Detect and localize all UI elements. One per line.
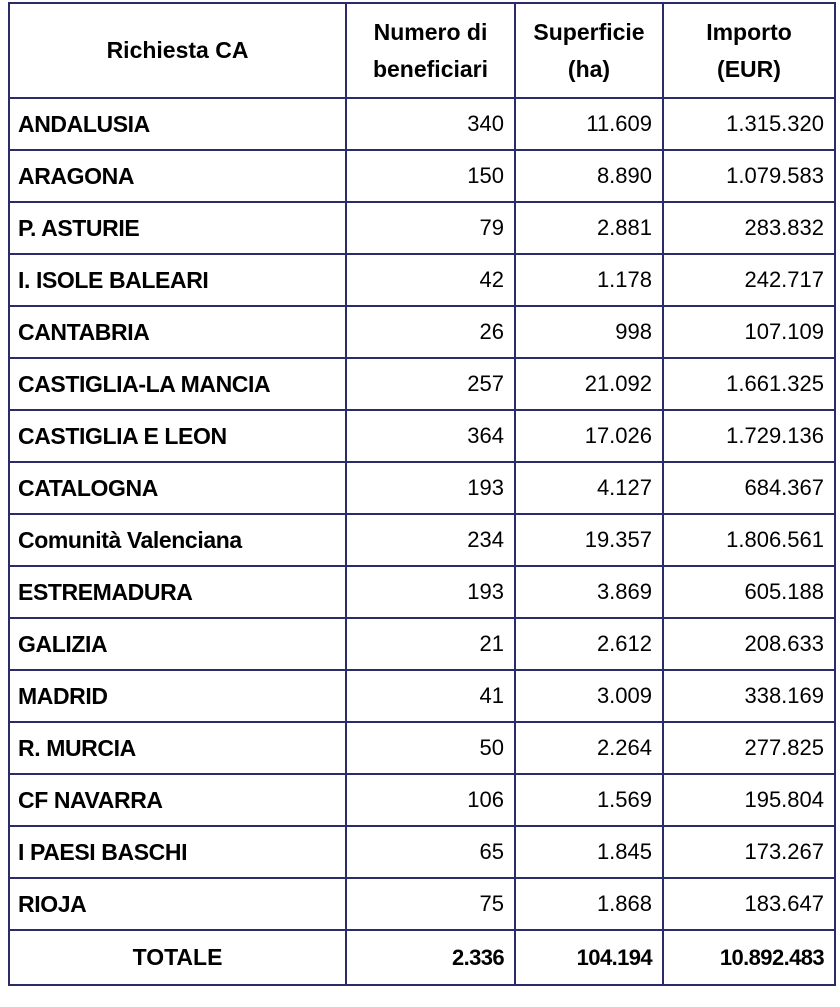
region-cell: ESTREMADURA <box>9 566 346 618</box>
table-row <box>9 826 835 878</box>
region-cell: GALIZIA <box>9 618 346 670</box>
total-label: TOTALE <box>9 930 346 985</box>
importo-cell: 283.832 <box>663 202 835 254</box>
table-body <box>9 98 835 930</box>
beneficiari-cell: 41 <box>346 670 515 722</box>
beneficiari-cell: 257 <box>346 358 515 410</box>
region-cell: R. MURCIA <box>9 722 346 774</box>
importo-cell: 1.315.320 <box>663 98 835 150</box>
region-cell: ANDALUSIA <box>9 98 346 150</box>
header-importo <box>663 3 835 98</box>
importo-cell: 242.717 <box>663 254 835 306</box>
region-cell: CASTIGLIA-LA MANCIA <box>9 358 346 410</box>
table-row <box>9 358 835 410</box>
beneficiari-cell: 79 <box>346 202 515 254</box>
region-cell: P. ASTURIE <box>9 202 346 254</box>
beneficiari-cell: 65 <box>346 826 515 878</box>
table-row <box>9 202 835 254</box>
beneficiari-cell: 150 <box>346 150 515 202</box>
header-line: (EUR) <box>717 55 781 82</box>
beneficiaries-table <box>8 2 836 986</box>
table-row <box>9 670 835 722</box>
importo-cell: 1.079.583 <box>663 150 835 202</box>
header-line: Numero di <box>373 18 488 45</box>
beneficiari-cell: 364 <box>346 410 515 462</box>
total-row <box>9 930 835 985</box>
region-cell: CANTABRIA <box>9 306 346 358</box>
table-row <box>9 722 835 774</box>
header-row <box>9 3 835 98</box>
superficie-cell: 17.026 <box>515 410 663 462</box>
importo-cell: 173.267 <box>663 826 835 878</box>
region-cell: Comunità Valenciana <box>9 514 346 566</box>
superficie-cell: 1.845 <box>515 826 663 878</box>
importo-cell: 195.804 <box>663 774 835 826</box>
table-row <box>9 410 835 462</box>
region-cell: RIOJA <box>9 878 346 930</box>
total-superficie: 104.194 <box>515 930 663 985</box>
importo-cell: 1.729.136 <box>663 410 835 462</box>
header-numero-beneficiari <box>346 3 515 98</box>
superficie-cell: 11.609 <box>515 98 663 150</box>
table-row <box>9 254 835 306</box>
region-cell: CATALOGNA <box>9 462 346 514</box>
table-row <box>9 618 835 670</box>
importo-cell: 277.825 <box>663 722 835 774</box>
table-row <box>9 878 835 930</box>
superficie-cell: 2.264 <box>515 722 663 774</box>
table-row <box>9 774 835 826</box>
importo-cell: 183.647 <box>663 878 835 930</box>
superficie-cell: 1.868 <box>515 878 663 930</box>
beneficiari-cell: 106 <box>346 774 515 826</box>
total-beneficiari: 2.336 <box>346 930 515 985</box>
region-cell: CASTIGLIA E LEON <box>9 410 346 462</box>
superficie-cell: 3.009 <box>515 670 663 722</box>
beneficiari-cell: 26 <box>346 306 515 358</box>
importo-cell: 684.367 <box>663 462 835 514</box>
importo-cell: 1.661.325 <box>663 358 835 410</box>
beneficiari-cell: 42 <box>346 254 515 306</box>
header-line: Superficie <box>533 18 645 45</box>
superficie-cell: 3.869 <box>515 566 663 618</box>
table-row <box>9 566 835 618</box>
region-cell: I PAESI BASCHI <box>9 826 346 878</box>
superficie-cell: 21.092 <box>515 358 663 410</box>
table-row <box>9 514 835 566</box>
region-cell: CF NAVARRA <box>9 774 346 826</box>
header-line: Importo <box>706 18 792 45</box>
region-cell: MADRID <box>9 670 346 722</box>
superficie-cell: 998 <box>515 306 663 358</box>
header-line: Richiesta CA <box>106 37 249 63</box>
superficie-cell: 8.890 <box>515 150 663 202</box>
table-row <box>9 98 835 150</box>
region-cell: I. ISOLE BALEARI <box>9 254 346 306</box>
header-line: (ha) <box>567 55 611 82</box>
header-richiesta-ca <box>9 3 346 98</box>
beneficiari-cell: 75 <box>346 878 515 930</box>
superficie-cell: 1.178 <box>515 254 663 306</box>
region-cell: ARAGONA <box>9 150 346 202</box>
importo-cell: 338.169 <box>663 670 835 722</box>
total-importo: 10.892.483 <box>663 930 835 985</box>
beneficiari-cell: 340 <box>346 98 515 150</box>
table-row <box>9 150 835 202</box>
table-row <box>9 306 835 358</box>
superficie-cell: 19.357 <box>515 514 663 566</box>
header-superficie <box>515 3 663 98</box>
importo-cell: 1.806.561 <box>663 514 835 566</box>
importo-cell: 107.109 <box>663 306 835 358</box>
beneficiari-cell: 50 <box>346 722 515 774</box>
beneficiari-cell: 193 <box>346 566 515 618</box>
importo-cell: 208.633 <box>663 618 835 670</box>
beneficiari-cell: 193 <box>346 462 515 514</box>
superficie-cell: 1.569 <box>515 774 663 826</box>
table-row <box>9 462 835 514</box>
beneficiari-cell: 234 <box>346 514 515 566</box>
superficie-cell: 2.612 <box>515 618 663 670</box>
superficie-cell: 4.127 <box>515 462 663 514</box>
importo-cell: 605.188 <box>663 566 835 618</box>
beneficiari-cell: 21 <box>346 618 515 670</box>
superficie-cell: 2.881 <box>515 202 663 254</box>
header-line: beneficiari <box>372 55 489 82</box>
